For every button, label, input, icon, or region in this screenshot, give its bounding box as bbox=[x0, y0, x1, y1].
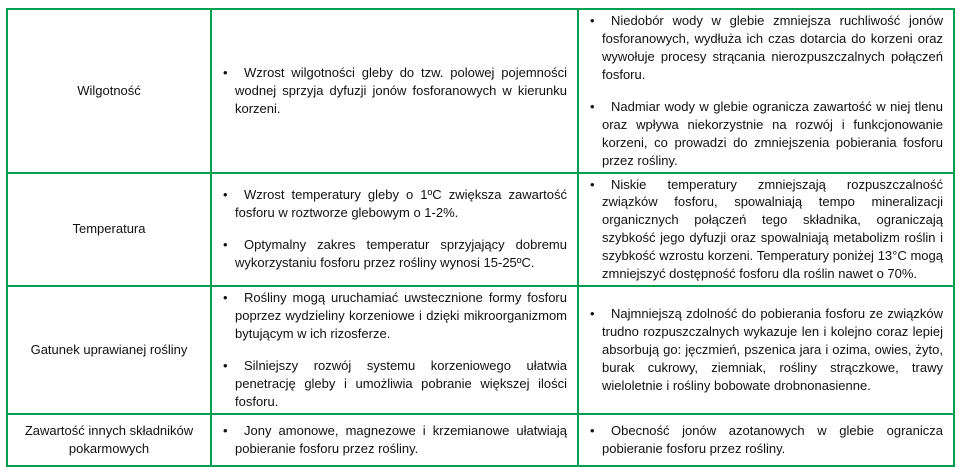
negative-effects-cell bbox=[578, 173, 954, 287]
factor-label: Gatunek uprawianej rośliny bbox=[30, 341, 188, 357]
negative-effects-cell bbox=[578, 414, 954, 466]
bullet-icon: • bbox=[590, 176, 595, 192]
list-item bbox=[589, 12, 943, 84]
bullet-text: Najmniejszą zdolność do pobierania fosforu ze związków trudno rozpuszczalnych wykazuje len i kolejno coraz lepiej absorbują go: jęczmień, pszenica jara i ozima, owies, żyto, burak cukrowy, ziemniak, rośliny strączkowe, trawy wieloletnie i rośliny bobowate drobnonasienne. bbox=[602, 306, 943, 393]
table-row bbox=[7, 414, 954, 466]
bullet-text: Wzrost temperatury gleby o 1ºC zwiększa zawartość fosforu w roztworze glebowym o 1-2%. bbox=[235, 187, 567, 221]
factor-cell bbox=[7, 286, 211, 414]
bullet-icon: • bbox=[223, 290, 228, 306]
bullet-text: Nadmiar wody w glebie ogranicza zawartość w niej tlenu oraz wpływa niekorzystnie na rozwój i funkcjonowanie korzeni, co prowadzi do zmniejszenia pobierania fosforu przez rośliny. bbox=[602, 98, 943, 168]
list-item bbox=[222, 64, 567, 118]
positive-effects-cell bbox=[211, 9, 578, 173]
factor-label: Zawartość innych składników pokarmowych bbox=[24, 422, 194, 456]
bullet-text: Silniejszy rozwój systemu korzeniowego ułatwia penetrację gleby i umożliwia pobranie większej ilości fosforu. bbox=[235, 357, 567, 409]
bullet-icon: • bbox=[223, 357, 228, 373]
positive-effects-cell bbox=[211, 173, 578, 287]
list-item bbox=[222, 422, 567, 458]
bullet-icon: • bbox=[223, 187, 228, 203]
positive-effects-cell bbox=[211, 286, 578, 414]
bullet-text: Niskie temperatury zmniejszają rozpuszczalność związków fosforu, spowalniają tempo mineralizacji organicznych połączeń tego składnika, ograniczają szybkość jego dyfuzji oraz spowalniają metabolizm roślin i szybkość wzrostu korzeni. Temperatury poniżej 13°C mogą zmniejszyć dostępność fosforu dla roślin nawet o 70%. bbox=[602, 176, 943, 282]
list-item bbox=[222, 289, 567, 343]
bullet-icon: • bbox=[223, 422, 228, 438]
table-row bbox=[7, 173, 954, 287]
phosphorus-factors-table bbox=[6, 8, 955, 467]
bullet-text: Jony amonowe, magnezowe i krzemianowe ułatwiają pobieranie fosforu przez rośliny. bbox=[235, 422, 567, 456]
bullet-icon: • bbox=[590, 422, 595, 438]
factor-label: Temperatura bbox=[72, 221, 146, 237]
list-item bbox=[589, 422, 943, 458]
bullet-text: Wzrost wilgotności gleby do tzw. polowej pojemności wodnej sprzyja dyfuzji jonów fosforanowych w kierunku korzeni. bbox=[235, 64, 567, 116]
factor-label: Wilgotność bbox=[77, 82, 141, 98]
positive-effects-cell bbox=[211, 414, 578, 466]
factor-cell bbox=[7, 9, 211, 173]
table-row bbox=[7, 286, 954, 414]
list-item bbox=[589, 305, 943, 395]
factor-cell bbox=[7, 173, 211, 287]
list-item bbox=[589, 176, 943, 284]
bullet-text: Niedobór wody w glebie zmniejsza ruchliwość jonów fosforanowych, wydłuża ich czas dotarcia do korzeni oraz wywołuje procesy strącania nierozpuszczalnych połączeń fosforu. bbox=[602, 13, 943, 82]
bullet-icon: • bbox=[590, 98, 595, 114]
bullet-icon: • bbox=[223, 64, 228, 80]
factor-cell bbox=[7, 414, 211, 466]
list-item bbox=[222, 186, 567, 222]
list-item bbox=[589, 98, 943, 170]
negative-effects-cell bbox=[578, 9, 954, 173]
bullet-icon: • bbox=[590, 306, 595, 322]
factors-table-container bbox=[6, 8, 955, 467]
list-item bbox=[222, 236, 567, 272]
bullet-icon: • bbox=[590, 13, 595, 28]
bullet-text: Optymalny zakres temperatur sprzyjający dobremu wykorzystaniu fosforu przez rośliny wynosi 15-25ºC. bbox=[235, 237, 567, 271]
bullet-text: Obecność jonów azotanowych w glebie ogranicza pobieranie fosforu przez rośliny. bbox=[602, 422, 943, 456]
table-row bbox=[7, 9, 954, 173]
bullet-icon: • bbox=[223, 237, 228, 253]
list-item bbox=[222, 357, 567, 411]
negative-effects-cell bbox=[578, 286, 954, 414]
bullet-text: Rośliny mogą uruchamiać uwstecznione formy fosforu poprzez wydzieliny korzeniowe i dzięki mikroorganizmom bytującym w ich rizosferze. bbox=[235, 290, 567, 341]
